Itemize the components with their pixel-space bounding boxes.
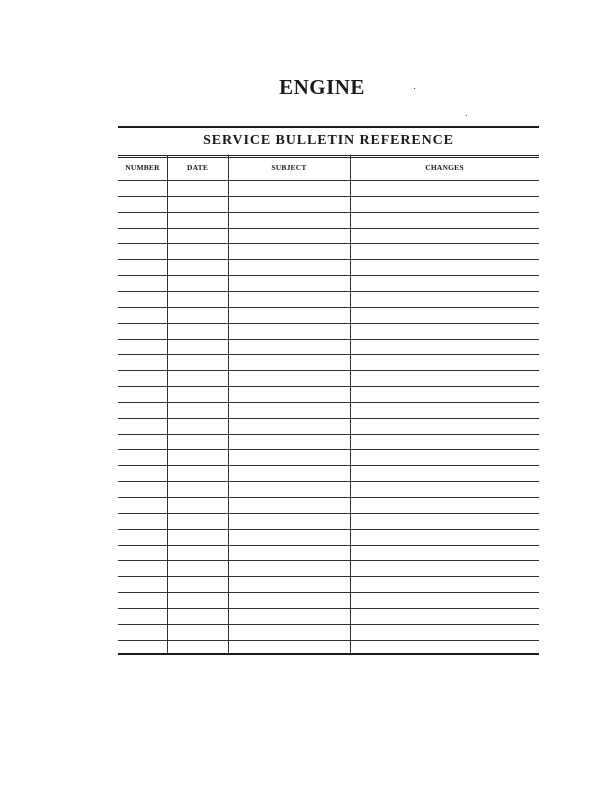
- column-divider: [350, 156, 351, 654]
- service-bulletin-form: [118, 126, 539, 656]
- form-title: SERVICE BULLETIN REFERENCE: [203, 133, 454, 148]
- table-row-line: [118, 545, 539, 546]
- table-row-line: [118, 291, 539, 292]
- table-row-line: [118, 212, 539, 213]
- column-header-subject: SUBJECT: [271, 163, 307, 172]
- top-rule: [118, 126, 539, 128]
- column-header-date: DATE: [186, 163, 209, 172]
- table-row-line: [118, 434, 539, 435]
- table-row-line: [118, 481, 539, 482]
- table-row-line: [118, 497, 539, 498]
- table-row-line: [118, 624, 539, 625]
- table-row-line: [118, 370, 539, 371]
- column-header-number: NUMBER: [125, 163, 160, 172]
- table-row-line: [118, 196, 539, 197]
- table-row-line: [118, 275, 539, 276]
- table-row-line: [118, 449, 539, 450]
- table-row-line: [118, 560, 539, 561]
- table-row-line: [118, 339, 539, 340]
- table-row-line: [118, 354, 539, 355]
- table-row-line: [118, 576, 539, 577]
- table-row-line: [118, 592, 539, 593]
- column-divider: [228, 156, 229, 654]
- table-row-line: [118, 386, 539, 387]
- table-row-line: [118, 418, 539, 419]
- table-row-line: [118, 259, 539, 260]
- scan-speck: [466, 115, 467, 116]
- table-row-line: [118, 640, 539, 641]
- table-row-line: [118, 465, 539, 466]
- scan-speck: [414, 88, 415, 89]
- table-row-line: [118, 608, 539, 609]
- bottom-rule: [118, 653, 539, 655]
- header-rule: [118, 155, 539, 156]
- table-row-line: [118, 228, 539, 229]
- table-row-line: [118, 180, 539, 181]
- table-row-line: [118, 323, 539, 324]
- table-row-line: [118, 243, 539, 244]
- header-rule: [118, 157, 539, 158]
- page-title: ENGINE: [279, 75, 365, 99]
- table-row-line: [118, 529, 539, 530]
- column-divider: [167, 156, 168, 654]
- table-row-line: [118, 402, 539, 403]
- column-header-changes: CHANGES: [425, 163, 464, 172]
- table-row-line: [118, 513, 539, 514]
- table-row-line: [118, 307, 539, 308]
